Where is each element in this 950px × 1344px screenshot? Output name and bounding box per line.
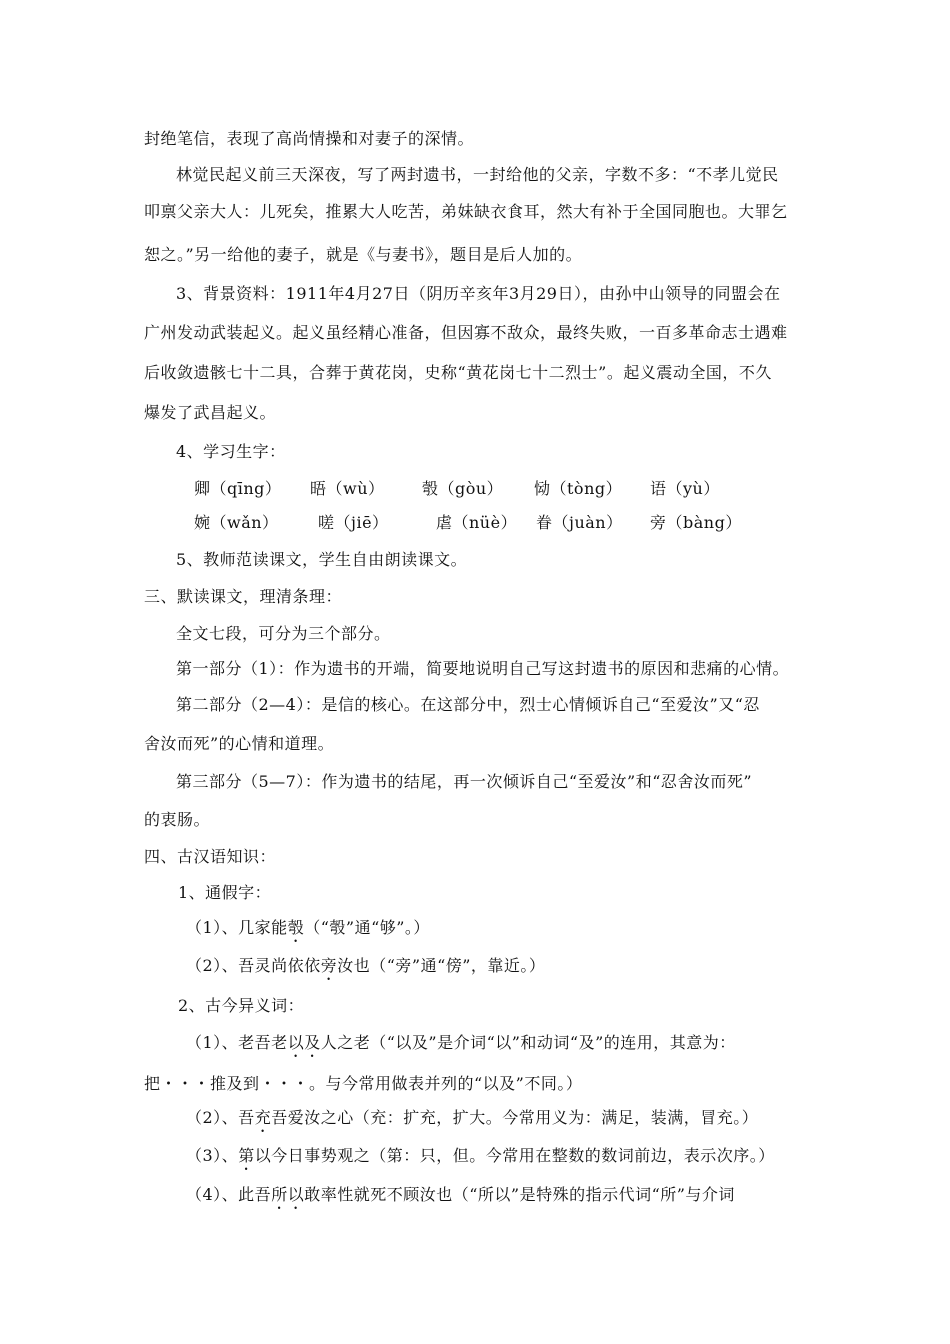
new-characters-row-1 — [194, 474, 794, 504]
character-item: 晤（wù） — [310, 479, 385, 498]
text-line: 叩禀父亲大人：儿死矣，推累大人吃苦，弟妹缺衣食耳，然大有补于全国同胞也。大罪乞 — [144, 202, 788, 221]
text-line: 爆发了武昌起义。 — [144, 403, 277, 422]
character-item: 恸（tòng） — [534, 479, 623, 498]
text-line: 封绝笔信，表现了高尚情操和对妻子的深情。 — [144, 129, 475, 148]
emphasized-character: 以及 — [287, 1033, 321, 1052]
text-line: 第一部分（1）：作为遗书的开端，简要地说明自己写这封遗书的原因和悲痛的心情。 — [176, 659, 790, 678]
text-line: 后收敛遗骸七十二具，合葬于黄花岗，史称“黄花岗七十二烈士”。起义震动全国，不久 — [144, 363, 772, 382]
emphasized-character: 第 — [238, 1146, 255, 1165]
character-item: 语（yù） — [650, 479, 720, 498]
emphasized-character: 彀 — [287, 918, 305, 937]
new-characters-row-2 — [194, 508, 794, 538]
text-line: 的衷肠。 — [144, 810, 211, 829]
subsection-heading: 2、古今异义词： — [178, 996, 305, 1015]
section-heading: 4、学习生字： — [176, 442, 286, 461]
character-item: 嗟（jiē） — [318, 513, 389, 532]
character-item: 眷（juàn） — [536, 513, 623, 532]
text-line: 恕之。”另一给他的妻子，就是《与妻书》，题目是后人加的。 — [144, 245, 583, 264]
text-line: （2）、吾充吾爱汝之心（充：扩充，扩大。今常用义为：满足，装满，冒充。） — [186, 1108, 759, 1127]
text-line: （1）、几家能彀（“彀”通“够”。） — [186, 918, 430, 937]
character-item: 旁（bàng） — [650, 513, 742, 532]
text-line: 3、背景资料：1911年4月27日（阴历辛亥年3月29日），由孙中山领导的同盟会在 — [176, 284, 781, 303]
text-line: （4）、此吾所以敢率性就死不顾汝也（“所以”是特殊的指示代词“所”与介词 — [186, 1185, 735, 1204]
text-line: 第三部分（5—7）：作为遗书的结尾，再一次倾诉自己“至爱汝”和“忍舍汝而死” — [176, 772, 753, 791]
emphasized-character: 所以 — [271, 1185, 305, 1204]
character-item: 婉（wǎn） — [194, 513, 279, 532]
text-line: 全文七段，可分为三个部分。 — [176, 624, 391, 643]
text-line: 广州发动武装起义。起义虽经精心准备，但因寡不敌众，最终失败，一百多革命志士遇难 — [144, 323, 788, 342]
emphasized-character: 充 — [254, 1108, 272, 1127]
character-item: 虐（nüè） — [436, 513, 518, 532]
text-line: 林觉民起义前三天深夜，写了两封遗书，一封给他的父亲，字数不多：“不孝儿觉民 — [176, 165, 779, 184]
text-line: （3）、第以今日事势观之（第：只，但。今常用在整数的数词前边，表示次序。） — [186, 1146, 775, 1165]
text-line: 把・・・推及到・・・。与今常用做表并列的“以及”不同。） — [144, 1074, 583, 1093]
text-line: 舍汝而死”的心情和道理。 — [144, 734, 335, 753]
character-item: 卿（qīng） — [194, 479, 282, 498]
emphasized-character: 旁 — [320, 956, 338, 975]
section-heading: 四、古汉语知识： — [144, 847, 277, 866]
text-line: 5、教师范读课文，学生自由朗读课文。 — [176, 550, 468, 569]
subsection-heading: 1、通假字： — [178, 883, 272, 902]
text-line: 第二部分（2—4）：是信的核心。在这部分中，烈士心情倾诉自己“至爱汝”又“忍 — [176, 695, 760, 714]
text-line: （1）、老吾老以及人之老（“以及”是介词“以”和动词“及”的连用，其意为： — [186, 1033, 736, 1052]
character-item: 彀（gòu） — [422, 479, 504, 498]
text-line: （2）、吾灵尚依依旁汝也（“旁”通“傍”，靠近。） — [186, 956, 546, 975]
section-heading: 三、默读课文，理清条理： — [144, 587, 343, 606]
